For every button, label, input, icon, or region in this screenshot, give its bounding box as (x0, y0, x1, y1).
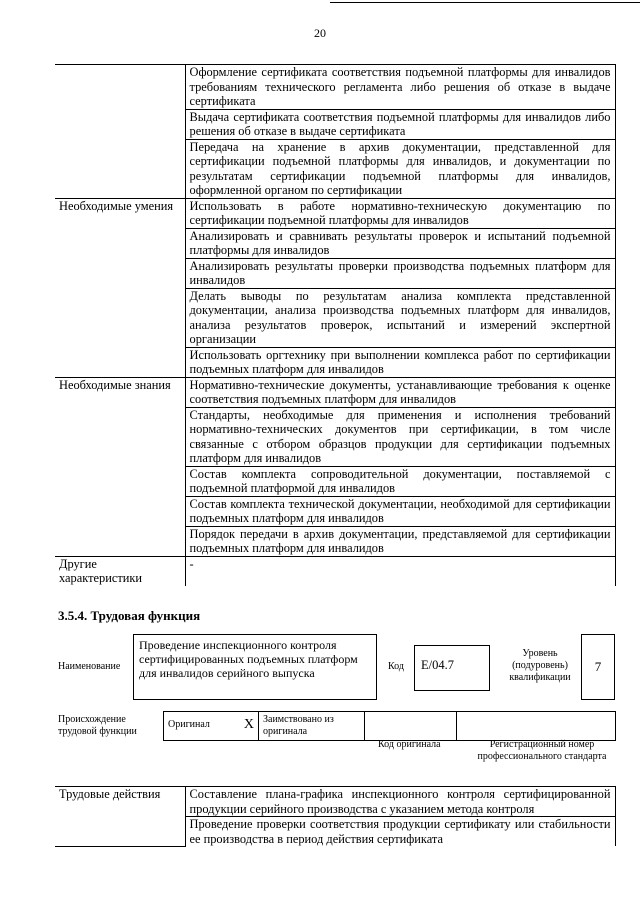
reg-num-caption: Регистрационный номер профессионального стандарта (477, 739, 607, 762)
row-label-other: Другие характеристики (55, 556, 185, 586)
row-text: Делать выводы по результатам анализа комплекта представленной документации, анализа производства подъемных платформ для инвалидов, анализа результатов проверок, испытаний и измерений экспертной организации (185, 288, 615, 347)
table-row (55, 787, 615, 817)
row-text: Состав комплекта технической документации, необходимой для сертификации подъемных платформ для инвалидов (185, 496, 615, 526)
row-text: Использовать оргтехнику при выполнении комплекса работ по сертификации подъемных платформ для инвалидов (185, 347, 615, 377)
original-cell (164, 712, 259, 741)
row-text: Нормативно-технические документы, устанавливающие требования к оценке соответствия подъемных платформ для инвалидов (185, 377, 615, 407)
row-text: Анализировать результаты проверки производства подъемных платформ для инвалидов (185, 258, 615, 288)
row-text: Передача на хранение в архив документации, представленной для сертификации подъемной платформы для инвалидов, и документации по результатам сертификации подъемной платформы для инвалидов, оформленной органом по сертификации (185, 139, 615, 198)
row-text: Состав комплекта сопроводительной документации, поставляемой с подъемной платформой для инвалидов (185, 466, 615, 496)
table-row (55, 198, 615, 228)
row-text: Выдача сертификата соответствия подъемной платформы для инвалидов либо решения об отказе в выдаче сертификата (185, 109, 615, 139)
row-text: Порядок передачи в архив документации, представляемой для сертификации подъемных платформ для инвалидов (185, 526, 615, 556)
original-mark: X (243, 717, 254, 732)
table-row (55, 377, 615, 407)
code-orig-caption: Код оригинала (378, 739, 441, 750)
reg-num-cell (457, 712, 616, 741)
row-text: Проведение проверки соответствия продукции сертификату или стабильности ее производства в период действия сертификата (185, 817, 615, 847)
row-label-knowledge: Необходимые знания (55, 377, 185, 556)
actions-label: Трудовые действия (55, 787, 185, 847)
code-label: Код (388, 661, 404, 672)
name-label: Наименование (58, 661, 121, 672)
table-row (55, 556, 615, 586)
original-label: Оригинал (168, 719, 210, 730)
row-text: Стандарты, необходимые для применения и исполнения требований нормативно-технических документов при сертификации, в том числе связанные с отбором образцов продукции для сертификации подъемных платформ для инвалидов (185, 407, 615, 466)
row-text: Составление плана-графика инспекционного контроля сертифицированной продукции серийного производства с указанием метода контроля (185, 787, 615, 817)
row-text: Использовать в работе нормативно-техническую документацию по сертификации подъемной платформы для инвалидов (185, 198, 615, 228)
function-code-box: E/04.7 (414, 645, 490, 691)
function-name-box: Проведение инспекционного контроля сертифицированных подъемных платформ для инвалидов серийного выпуска (133, 634, 377, 700)
origin-table (163, 711, 616, 741)
row-label (55, 65, 185, 199)
row-text: - (185, 556, 615, 586)
competencies-table (55, 64, 616, 586)
row-text: Оформление сертификата соответствия подъемной платформы для инвалидов требованиям технического регламента либо решения об отказе в выдаче сертификата (185, 65, 615, 110)
borrowed-label: Заимствовано из оригинала (259, 712, 365, 741)
section-heading: 3.5.4. Трудовая функция (58, 608, 201, 623)
function-level-box: 7 (581, 634, 615, 700)
table-row (55, 65, 615, 110)
level-label: Уровень (подуровень) квалификации (509, 648, 571, 683)
orig-code-cell (365, 712, 457, 741)
page-number: 20 (314, 26, 326, 40)
actions-table (55, 786, 616, 847)
top-rule (330, 2, 640, 3)
origin-label: Происхождение трудовой функции (58, 714, 137, 737)
row-text: Анализировать и сравнивать результаты проверок и испытаний подъемной платформы для инвалидов (185, 228, 615, 258)
row-label-skills: Необходимые умения (55, 198, 185, 377)
origin-row (164, 712, 616, 741)
